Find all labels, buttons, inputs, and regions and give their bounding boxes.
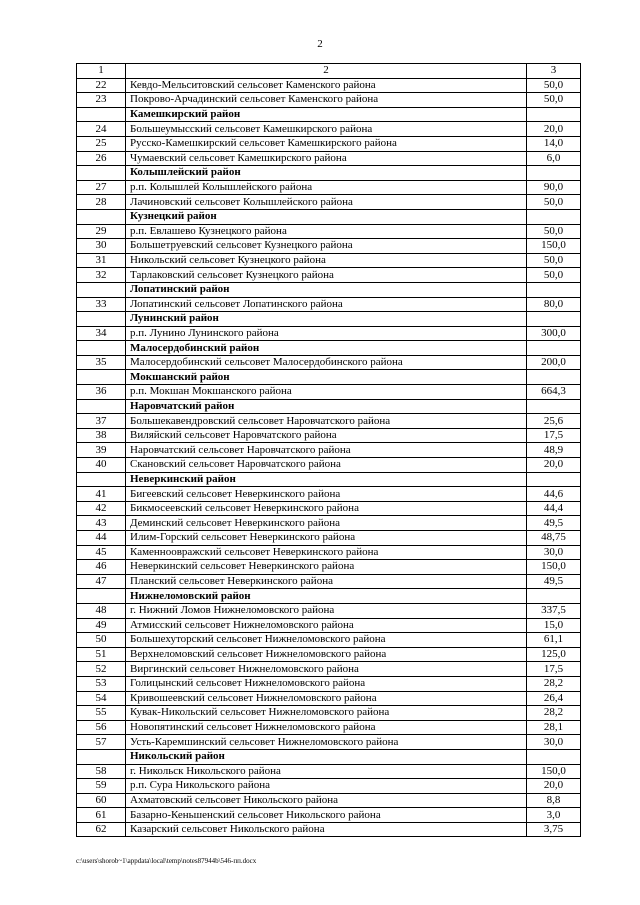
row-value: 300,0	[527, 326, 581, 341]
row-value: 125,0	[527, 647, 581, 662]
row-number: 43	[77, 516, 126, 531]
row-name: р.п. Колышлей Колышлейского района	[126, 180, 527, 195]
table-row	[77, 706, 581, 721]
row-name: Усть-Каремшинский сельсовет Нижнеломовского района	[126, 735, 527, 750]
district-heading-row	[77, 209, 581, 224]
row-number: 47	[77, 574, 126, 589]
row-value: 337,5	[527, 603, 581, 618]
row-name: Колышлейский район	[126, 166, 527, 181]
row-value: 25,6	[527, 414, 581, 429]
table-row	[77, 78, 581, 93]
row-number: 49	[77, 618, 126, 633]
row-name: Малосердобинский район	[126, 341, 527, 356]
row-value: 17,5	[527, 662, 581, 677]
row-value: 50,0	[527, 253, 581, 268]
row-name: Никольский сельсовет Кузнецкого района	[126, 253, 527, 268]
row-number: 22	[77, 78, 126, 93]
allocation-table	[76, 63, 581, 837]
row-number: 35	[77, 355, 126, 370]
row-value: 15,0	[527, 618, 581, 633]
row-name: Неверкинский район	[126, 472, 527, 487]
row-number: 45	[77, 545, 126, 560]
table-row	[77, 355, 581, 370]
row-value	[527, 312, 581, 327]
table-row	[77, 691, 581, 706]
row-number	[77, 209, 126, 224]
row-value: 61,1	[527, 633, 581, 648]
row-number: 33	[77, 297, 126, 312]
table-row	[77, 326, 581, 341]
district-heading-row	[77, 312, 581, 327]
row-number	[77, 749, 126, 764]
row-value: 17,5	[527, 428, 581, 443]
row-value: 50,0	[527, 224, 581, 239]
table-row	[77, 779, 581, 794]
row-value: 664,3	[527, 385, 581, 400]
district-heading-row	[77, 166, 581, 181]
row-number: 26	[77, 151, 126, 166]
row-name: Базарно-Кеньшенский сельсовет Никольского района	[126, 808, 527, 823]
row-number	[77, 589, 126, 604]
row-number: 50	[77, 633, 126, 648]
row-value	[527, 399, 581, 414]
row-value	[527, 166, 581, 181]
row-value: 150,0	[527, 764, 581, 779]
row-number: 34	[77, 326, 126, 341]
row-number: 32	[77, 268, 126, 283]
row-name: Илим-Горский сельсовет Неверкинского района	[126, 531, 527, 546]
row-name: Камешкирский район	[126, 107, 527, 122]
row-value	[527, 209, 581, 224]
row-name: Лунинский район	[126, 312, 527, 327]
row-value: 28,2	[527, 676, 581, 691]
row-number: 51	[77, 647, 126, 662]
row-value	[527, 749, 581, 764]
table-row	[77, 428, 581, 443]
row-name: Покрово-Арчадинский сельсовет Каменского района	[126, 93, 527, 108]
district-heading-row	[77, 282, 581, 297]
row-number	[77, 107, 126, 122]
row-value: 26,4	[527, 691, 581, 706]
row-value: 150,0	[527, 560, 581, 575]
row-value: 30,0	[527, 735, 581, 750]
table-row	[77, 297, 581, 312]
table-row	[77, 647, 581, 662]
row-number: 36	[77, 385, 126, 400]
row-number	[77, 312, 126, 327]
row-number: 23	[77, 93, 126, 108]
row-name: Деминский сельсовет Неверкинского района	[126, 516, 527, 531]
row-name: Большекавендровский сельсовет Наровчатского района	[126, 414, 527, 429]
row-name: Лопатинский район	[126, 282, 527, 297]
table-row	[77, 531, 581, 546]
district-heading-row	[77, 749, 581, 764]
table-row	[77, 603, 581, 618]
row-name: Новопятинский сельсовет Нижнеломовского района	[126, 720, 527, 735]
row-value: 50,0	[527, 268, 581, 283]
file-path-footer: c:\users\shorob~1\appdata\local\temp\notes87944b\546-пп.docx	[76, 857, 257, 865]
row-name: Неверкинский сельсовет Неверкинского района	[126, 560, 527, 575]
row-value: 20,0	[527, 458, 581, 473]
row-number: 29	[77, 224, 126, 239]
page-number: 2	[317, 38, 323, 50]
row-number: 42	[77, 501, 126, 516]
district-heading-row	[77, 472, 581, 487]
district-heading-row	[77, 341, 581, 356]
row-number: 52	[77, 662, 126, 677]
row-number	[77, 166, 126, 181]
row-value: 3,75	[527, 822, 581, 837]
row-value: 49,5	[527, 574, 581, 589]
row-value: 150,0	[527, 239, 581, 254]
table-row	[77, 545, 581, 560]
row-name: Ахматовский сельсовет Никольского района	[126, 793, 527, 808]
row-name: Кривошеевский сельсовет Нижнеломовского района	[126, 691, 527, 706]
row-value	[527, 341, 581, 356]
table-row	[77, 676, 581, 691]
row-value: 48,75	[527, 531, 581, 546]
row-name: Большехуторский сельсовет Нижнеломовского района	[126, 633, 527, 648]
row-name: г. Никольск Никольского района	[126, 764, 527, 779]
row-name: Лачиновский сельсовет Колышлейского района	[126, 195, 527, 210]
row-name: р.п. Мокшан Мокшанского района	[126, 385, 527, 400]
row-number: 41	[77, 487, 126, 502]
row-value: 50,0	[527, 93, 581, 108]
row-number	[77, 399, 126, 414]
row-name: Казарский сельсовет Никольского района	[126, 822, 527, 837]
row-name: Атмисский сельсовет Нижнеломовского района	[126, 618, 527, 633]
table-row	[77, 501, 581, 516]
row-value: 8,8	[527, 793, 581, 808]
row-name: Верхнеломовский сельсовет Нижнеломовского района	[126, 647, 527, 662]
row-number: 30	[77, 239, 126, 254]
row-value: 44,4	[527, 501, 581, 516]
row-value: 6,0	[527, 151, 581, 166]
table-row	[77, 122, 581, 137]
row-name: р.п. Сура Никольского района	[126, 779, 527, 794]
table-row	[77, 574, 581, 589]
row-number: 40	[77, 458, 126, 473]
row-name: Планский сельсовет Неверкинского района	[126, 574, 527, 589]
table-row	[77, 822, 581, 837]
row-name: Большеумысский сельсовет Камешкирского района	[126, 122, 527, 137]
row-name: Виляйский сельсовет Наровчатского района	[126, 428, 527, 443]
row-value	[527, 472, 581, 487]
row-value: 49,5	[527, 516, 581, 531]
row-name: Скановский сельсовет Наровчатского района	[126, 458, 527, 473]
table-row	[77, 618, 581, 633]
row-value: 28,1	[527, 720, 581, 735]
row-name: Виргинский сельсовет Нижнеломовского района	[126, 662, 527, 677]
row-number: 56	[77, 720, 126, 735]
row-number: 31	[77, 253, 126, 268]
row-value	[527, 282, 581, 297]
table-row	[77, 239, 581, 254]
district-heading-row	[77, 399, 581, 414]
table-row	[77, 268, 581, 283]
row-value: 50,0	[527, 78, 581, 93]
row-number: 25	[77, 136, 126, 151]
row-name: Кевдо-Мельситовский сельсовет Каменского района	[126, 78, 527, 93]
header-col-3: 3	[527, 64, 581, 79]
row-number	[77, 282, 126, 297]
table-row	[77, 195, 581, 210]
table-row	[77, 151, 581, 166]
row-number: 48	[77, 603, 126, 618]
row-number: 58	[77, 764, 126, 779]
table-row	[77, 720, 581, 735]
table-row	[77, 487, 581, 502]
table-row	[77, 93, 581, 108]
row-name: Наровчатский район	[126, 399, 527, 414]
row-name: Русско-Камешкирский сельсовет Камешкирского района	[126, 136, 527, 151]
row-value: 200,0	[527, 355, 581, 370]
table-row	[77, 253, 581, 268]
table-row	[77, 414, 581, 429]
row-value	[527, 107, 581, 122]
row-number: 37	[77, 414, 126, 429]
table-row	[77, 136, 581, 151]
table-row	[77, 180, 581, 195]
row-number	[77, 341, 126, 356]
table-row	[77, 443, 581, 458]
row-value: 44,6	[527, 487, 581, 502]
row-name: Кувак-Никольский сельсовет Нижнеломовского района	[126, 706, 527, 721]
table-header-row	[77, 64, 581, 79]
row-value: 3,0	[527, 808, 581, 823]
table-row	[77, 735, 581, 750]
row-number: 54	[77, 691, 126, 706]
table-row	[77, 764, 581, 779]
row-value	[527, 589, 581, 604]
row-value: 90,0	[527, 180, 581, 195]
header-col-1: 1	[77, 64, 126, 79]
row-number: 57	[77, 735, 126, 750]
district-heading-row	[77, 107, 581, 122]
row-value: 50,0	[527, 195, 581, 210]
table-row	[77, 224, 581, 239]
row-value: 80,0	[527, 297, 581, 312]
row-number: 46	[77, 560, 126, 575]
row-number: 53	[77, 676, 126, 691]
row-name: Тарлаковский сельсовет Кузнецкого района	[126, 268, 527, 283]
row-name: Большетруевский сельсовет Кузнецкого района	[126, 239, 527, 254]
header-col-2: 2	[126, 64, 527, 79]
row-number: 55	[77, 706, 126, 721]
district-heading-row	[77, 589, 581, 604]
row-number: 28	[77, 195, 126, 210]
row-number: 60	[77, 793, 126, 808]
row-name: Лопатинский сельсовет Лопатинского района	[126, 297, 527, 312]
row-name: Голицынский сельсовет Нижнеломовского района	[126, 676, 527, 691]
row-number: 24	[77, 122, 126, 137]
row-name: р.п. Евлашево Кузнецкого района	[126, 224, 527, 239]
row-value	[527, 370, 581, 385]
table-row	[77, 516, 581, 531]
row-number: 38	[77, 428, 126, 443]
table-row	[77, 793, 581, 808]
row-value: 30,0	[527, 545, 581, 560]
row-name: Каменноовражский сельсовет Неверкинского района	[126, 545, 527, 560]
row-name: Мокшанский район	[126, 370, 527, 385]
table-row	[77, 662, 581, 677]
row-name: Нижнеломовский район	[126, 589, 527, 604]
row-name: г. Нижний Ломов Нижнеломовского района	[126, 603, 527, 618]
table-row	[77, 560, 581, 575]
row-name: Наровчатский сельсовет Наровчатского района	[126, 443, 527, 458]
table-row	[77, 385, 581, 400]
row-value: 20,0	[527, 122, 581, 137]
row-number: 39	[77, 443, 126, 458]
row-name: Никольский район	[126, 749, 527, 764]
row-number	[77, 370, 126, 385]
row-name: Кузнецкий район	[126, 209, 527, 224]
row-name: Малосердобинский сельсовет Малосердобинского района	[126, 355, 527, 370]
table-row	[77, 808, 581, 823]
row-name: Бикмосеевский сельсовет Неверкинского района	[126, 501, 527, 516]
row-number: 59	[77, 779, 126, 794]
row-number	[77, 472, 126, 487]
row-number: 44	[77, 531, 126, 546]
row-number: 62	[77, 822, 126, 837]
row-name: Бигеевский сельсовет Неверкинского района	[126, 487, 527, 502]
row-value: 20,0	[527, 779, 581, 794]
table-row	[77, 633, 581, 648]
row-number: 61	[77, 808, 126, 823]
row-name: р.п. Лунино Лунинского района	[126, 326, 527, 341]
row-number: 27	[77, 180, 126, 195]
district-heading-row	[77, 370, 581, 385]
row-value: 48,9	[527, 443, 581, 458]
row-value: 28,2	[527, 706, 581, 721]
row-value: 14,0	[527, 136, 581, 151]
row-name: Чумаевский сельсовет Камешкирского района	[126, 151, 527, 166]
table-row	[77, 458, 581, 473]
